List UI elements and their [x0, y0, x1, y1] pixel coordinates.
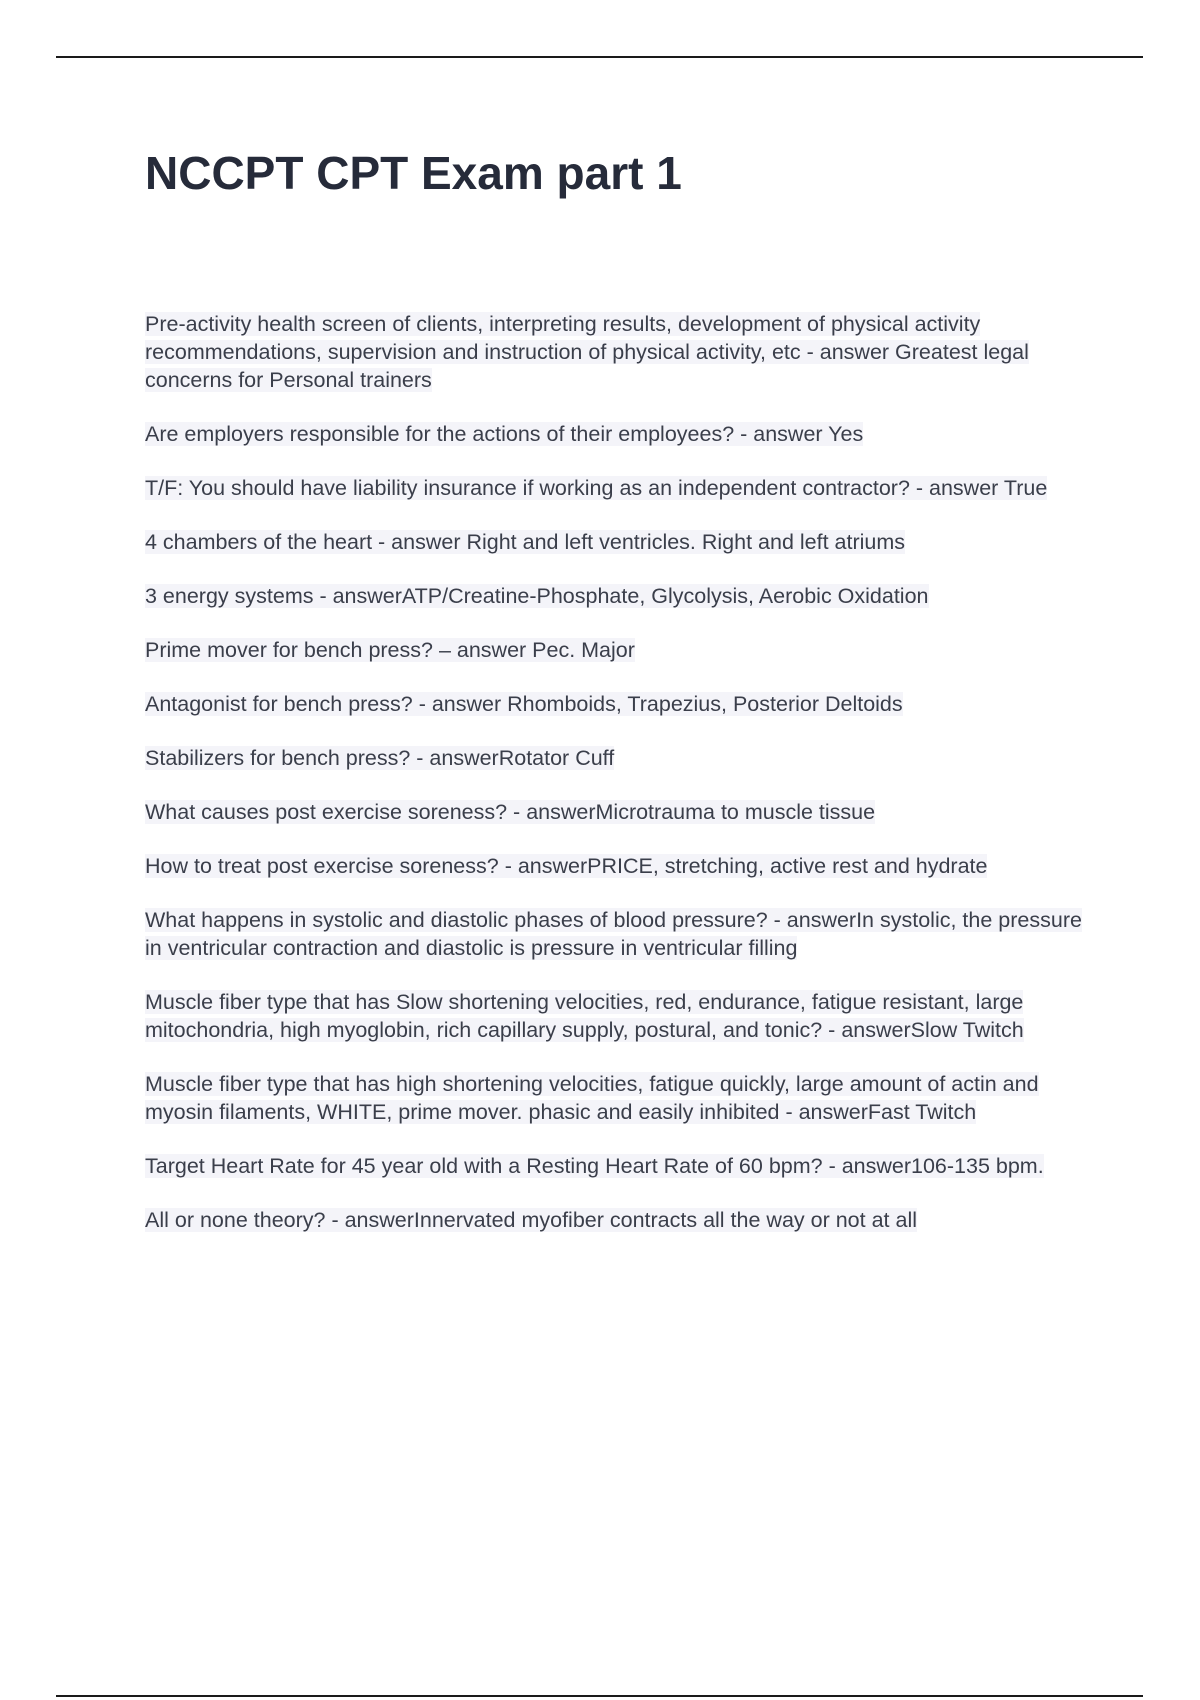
qa-text: What causes post exercise soreness? - answerMicrotrauma to muscle tissue [145, 800, 876, 824]
qa-text: All or none theory? - answerInnervated myofiber contracts all the way or not at all [145, 1208, 917, 1232]
qa-item [145, 744, 1095, 772]
qa-item [145, 988, 1095, 1044]
qa-text: What happens in systolic and diastolic phases of blood pressure? - answerIn systolic, the pressure in ventricular contraction and diastolic is pressure in ventricular filling [145, 908, 1082, 960]
bottom-rule [56, 1695, 1143, 1697]
qa-item [145, 582, 1095, 610]
qa-text: Prime mover for bench press? – answer Pec. Major [145, 638, 635, 662]
qa-item [145, 906, 1095, 962]
qa-text: 3 energy systems - answerATP/Creatine-Phosphate, Glycolysis, Aerobic Oxidation [145, 584, 929, 608]
qa-text: T/F: You should have liability insurance if working as an independent contractor? - answer True [145, 476, 1048, 500]
qa-list [145, 310, 1095, 1260]
qa-item [145, 474, 1095, 502]
qa-text: How to treat post exercise soreness? - answerPRICE, stretching, active rest and hydrate [145, 854, 988, 878]
qa-item [145, 1152, 1095, 1180]
qa-item [145, 690, 1095, 718]
qa-text: Pre-activity health screen of clients, interpreting results, development of physical activity recommendations, supervision and instruction of physical activity, etc - answer Greatest legal concerns for Personal trainers [145, 312, 1029, 392]
document-title: NCCPT CPT Exam part 1 [145, 147, 682, 199]
qa-item [145, 636, 1095, 664]
qa-item [145, 852, 1095, 880]
qa-item [145, 528, 1095, 556]
qa-text: Muscle fiber type that has high shortening velocities, fatigue quickly, large amount of actin and myosin filaments, WHITE, prime mover. phasic and easily inhibited - answerFast Twitch [145, 1072, 1039, 1124]
qa-text: Stabilizers for bench press? - answerRotator Cuff [145, 746, 615, 770]
qa-text: 4 chambers of the heart - answer Right and left ventricles. Right and left atriums [145, 530, 906, 554]
qa-item [145, 798, 1095, 826]
qa-text: Are employers responsible for the actions of their employees? - answer Yes [145, 422, 864, 446]
qa-text: Muscle fiber type that has Slow shortening velocities, red, endurance, fatigue resistant, large mitochondria, high myoglobin, rich capillary supply, postural, and tonic? - answerSlow Twitch [145, 990, 1024, 1042]
qa-text: Antagonist for bench press? - answer Rhomboids, Trapezius, Posterior Deltoids [145, 692, 903, 716]
qa-item [145, 1070, 1095, 1126]
qa-item [145, 1206, 1095, 1234]
qa-item [145, 310, 1095, 394]
top-rule [56, 56, 1143, 58]
qa-item [145, 420, 1095, 448]
qa-text: Target Heart Rate for 45 year old with a Resting Heart Rate of 60 bpm? - answer106-135 bpm. [145, 1154, 1044, 1178]
